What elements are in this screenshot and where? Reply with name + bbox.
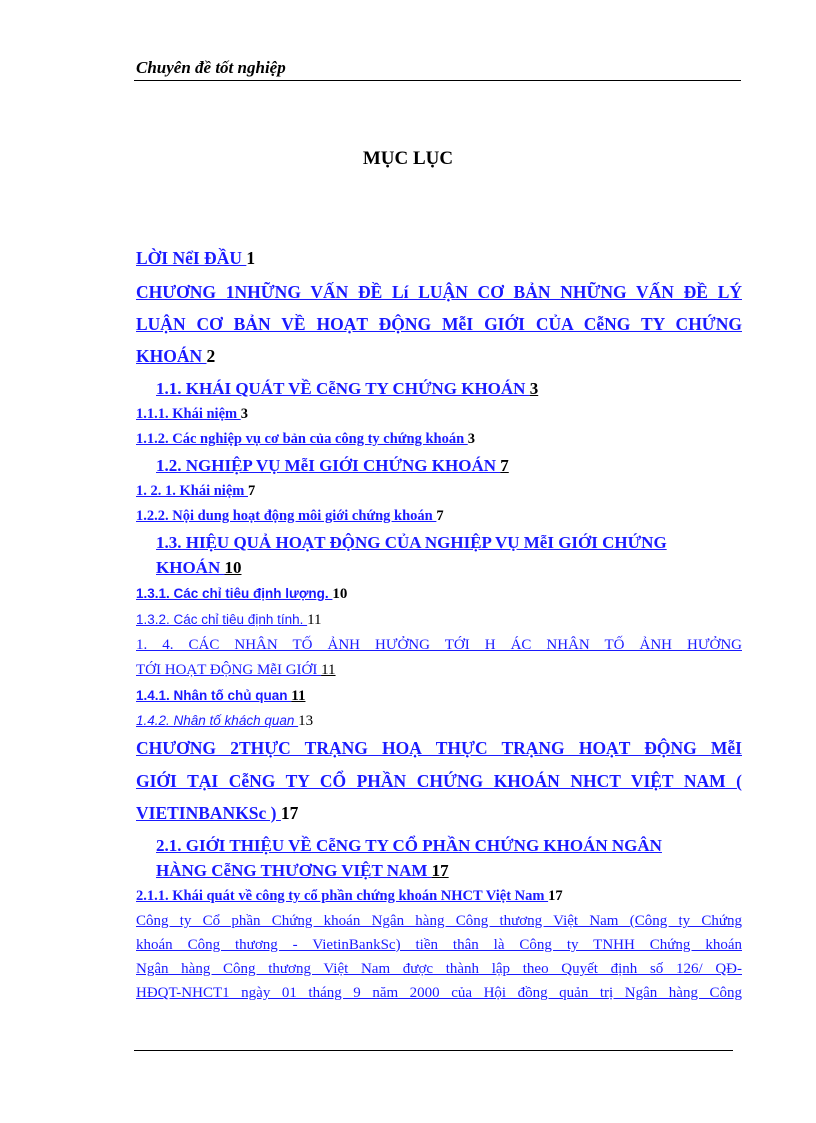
toc-link[interactable]: LỜI NểI ĐẦU [136,248,247,268]
toc-entry[interactable] [156,837,662,854]
toc-link[interactable]: 1.4.1. Nhân tố chủ quan [136,688,292,703]
toc-entry[interactable] [136,316,742,334]
toc-entry[interactable] [136,663,336,678]
toc-entry[interactable] [136,432,475,447]
toc-link[interactable]: GIỚI TẠI CễNG TY CỔ PHẦN CHỨNG KHOÁN NHCT VIỆT NAM ( [136,771,742,791]
toc-entry[interactable] [136,348,215,366]
toc-entry[interactable] [136,773,742,791]
toc-link[interactable]: KHOÁN [136,346,207,366]
toc-link[interactable]: CHƯƠNG 1NHỮNG VẤN ĐỀ Lí LUẬN CƠ BẢN NHỮNG VẤN ĐỀ LÝ [136,282,742,302]
toc-page-number: 11 [321,662,336,678]
toc-link[interactable]: 1.2. NGHIỆP VỤ MễI GIỚI CHỨNG KHOÁN [156,456,501,475]
body-paragraph-line[interactable]: HĐQT-NHCT1 ngày 01 tháng 9 năm 2000 của Hội đồng quản trị Ngân hàng Công [136,985,742,1001]
toc-entry[interactable] [136,689,305,704]
toc-page-number: 10 [224,558,242,577]
toc-link[interactable]: 1.4.2. Nhân tố khách quan [136,713,299,728]
toc-link[interactable]: 2.1. GIỚI THIỆU VỀ CễNG TY CỔ PHẦN CHỨNG KHOÁN NGÂN [156,836,662,855]
toc-entry[interactable] [136,587,347,602]
body-paragraph-line[interactable]: khoán Công thương - VietinBankSc) tiền thân là Công ty TNHH Chứng khoán [136,937,742,953]
toc-link[interactable]: HÀNG CễNG THƯƠNG VIỆT NAM [156,861,432,880]
toc-page-number: 7 [500,456,509,475]
body-paragraph-line[interactable]: Ngân hàng Công thương Việt Nam được thành lập theo Quyết định số 126/ QĐ- [136,961,742,977]
toc-entry[interactable] [136,740,742,758]
toc-entry[interactable] [136,509,444,524]
toc-page-number: 17 [280,803,299,823]
page-header: Chuyên đề tốt nghiệp [136,58,286,77]
toc-link[interactable]: 1. 4. CÁC NHÂN TỐ ẢNH HƯỞNG TỚI H ÁC NHÂN TỐ ẢNH HƯỞNG [136,637,742,653]
footer-rule [134,1050,733,1051]
toc-page-number: 7 [436,508,444,524]
toc-page-number: 10 [332,586,348,602]
toc-link[interactable]: 1.3.1. Các chỉ tiêu định lượng. [136,586,333,601]
toc-entry[interactable] [156,457,509,474]
toc-link[interactable]: TỚI HOẠT ĐỘNG MễI GIỚI [136,662,322,678]
toc-entry[interactable] [156,862,449,879]
toc-entry[interactable] [136,714,313,729]
toc-entry[interactable] [156,380,538,397]
toc-link[interactable]: 1.1.2. Các nghiệp vụ cơ bản của công ty chứng khoán [136,431,468,447]
toc-page-number: 3 [467,431,476,447]
header-rule [134,80,741,81]
toc-entry[interactable] [136,805,298,823]
toc-page-number: 17 [431,861,449,880]
toc-link[interactable]: 1. 2. 1. Khái niệm [136,483,248,499]
toc-link[interactable]: KHOÁN [156,558,225,577]
toc-link[interactable]: 1.2.2. Nội dung hoạt động môi giới chứng khoán [136,508,437,524]
toc-entry[interactable] [136,407,248,422]
toc-entry[interactable] [136,250,255,268]
toc-page-number: 11 [307,612,322,628]
toc-page-number: 3 [240,406,248,422]
body-paragraph-line[interactable]: Công ty Cổ phần Chứng khoán Ngân hàng Công thương Việt Nam (Công ty Chứng [136,913,742,929]
toc-link[interactable]: 1.1.1. Khái niệm [136,406,241,422]
toc-link[interactable]: CHƯƠNG 2THỰC TRẠNG HOẠ THỰC TRẠNG HOẠT ĐỘNG MễI [136,738,742,758]
toc-page-number: 11 [291,688,306,704]
toc-link[interactable]: VIETINBANKSc ) [136,803,281,823]
toc-page-number: 13 [298,713,314,729]
toc-entry[interactable] [156,534,667,551]
toc-entry[interactable] [156,559,241,576]
toc-page-number: 1 [246,248,256,268]
toc-link[interactable]: 1.3. HIỆU QUẢ HOẠT ĐỘNG CỦA NGHIỆP VỤ MễI GIỚI CHỨNG [156,533,667,552]
toc-page-number: 7 [247,483,256,499]
toc-page-number: 3 [529,379,539,398]
toc-entry[interactable] [136,484,255,499]
toc-link[interactable]: 2.1.1. Khái quát về công ty cổ phần chứng khoán NHCT Việt Nam [136,888,549,904]
toc-entry[interactable] [136,638,742,653]
page-title: MỤC LỤC [362,148,454,169]
toc-page-number: 17 [548,888,563,904]
toc-link[interactable]: 1.1. KHÁI QUÁT VỀ CễNG TY CHỨNG KHOÁN [156,379,530,398]
toc-entry[interactable] [136,889,563,904]
toc-link[interactable]: 1.3.2. Các chỉ tiêu định tính. [136,612,308,627]
toc-page-number: 2 [206,346,216,366]
toc-link[interactable]: LUẬN CƠ BẢN VỀ HOẠT ĐỘNG MễI GIỚI CỦA CễNG TY CHỨNG [136,314,742,334]
toc-entry[interactable] [136,284,742,302]
toc-entry[interactable] [136,613,322,628]
